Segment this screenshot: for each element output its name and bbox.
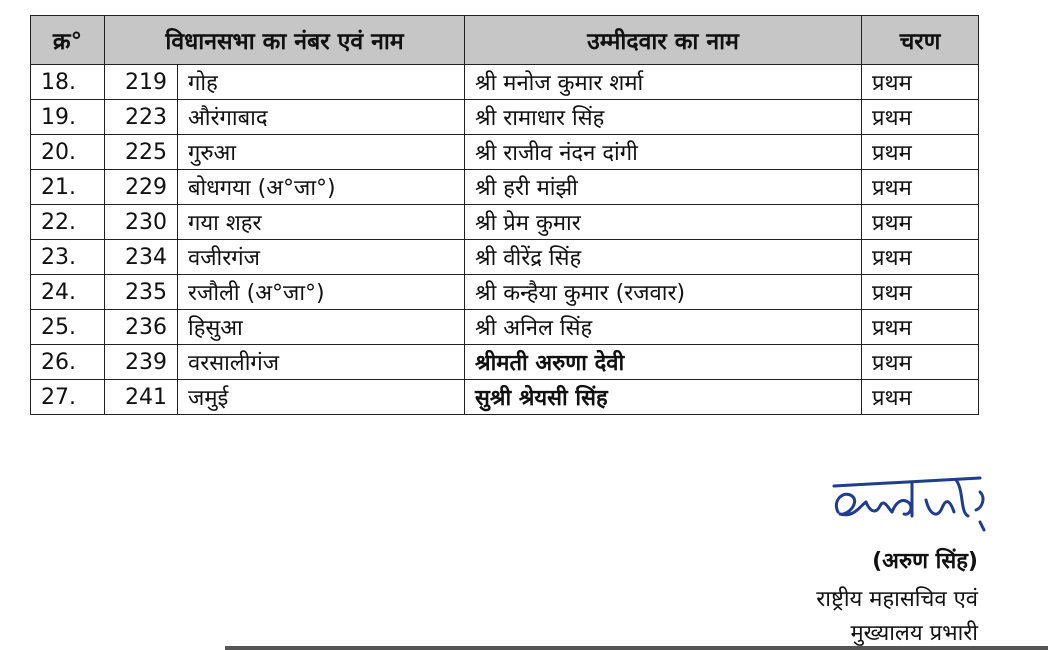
table-row [31, 65, 979, 100]
header-constituency: विधानसभा का नंबर एवं नाम [105, 16, 465, 65]
row-serial: 27. [31, 380, 105, 415]
row-serial: 20. [31, 135, 105, 170]
row-serial: 22. [31, 205, 105, 240]
candidate-list-table [30, 15, 979, 415]
row-constituency-number: 219 [105, 65, 178, 100]
row-constituency-number: 230 [105, 205, 178, 240]
row-candidate-name: श्री मनोज कुमार शर्मा [465, 65, 862, 100]
row-candidate-name: श्री हरी मांझी [465, 170, 862, 205]
row-phase: प्रथम [862, 205, 979, 240]
row-candidate-name: सुश्री श्रेयसी सिंह [465, 380, 862, 415]
row-serial: 25. [31, 310, 105, 345]
row-serial: 23. [31, 240, 105, 275]
row-candidate-name: श्रीमती अरुणा देवी [465, 345, 862, 380]
header-phase: चरण [862, 16, 979, 65]
row-candidate-name: श्री रामाधार सिंह [465, 100, 862, 135]
row-candidate-name: श्री राजीव नंदन दांगी [465, 135, 862, 170]
row-constituency-name: वजीरगंज [178, 240, 465, 275]
header-candidate: उम्मीदवार का नाम [465, 16, 862, 65]
table-row [31, 135, 979, 170]
signer-title-line2: मुख्यालय प्रभारी [850, 621, 978, 646]
row-candidate-name: श्री कन्हैया कुमार (रजवार) [465, 275, 862, 310]
row-constituency-number: 239 [105, 345, 178, 380]
signer-title-line1: राष्ट्रीय महासचिव एवं [816, 587, 978, 612]
table-row [31, 310, 979, 345]
table-body [31, 65, 979, 415]
row-constituency-name: औरंगाबाद [178, 100, 465, 135]
row-serial: 21. [31, 170, 105, 205]
row-phase: प्रथम [862, 275, 979, 310]
row-constituency-number: 223 [105, 100, 178, 135]
table-row [31, 345, 979, 380]
row-phase: प्रथम [862, 345, 979, 380]
row-phase: प्रथम [862, 65, 979, 100]
table-row [31, 205, 979, 240]
row-serial: 24. [31, 275, 105, 310]
bottom-divider [225, 646, 1048, 650]
row-constituency-number: 241 [105, 380, 178, 415]
row-constituency-name: गुरुआ [178, 135, 465, 170]
row-candidate-name: श्री अनिल सिंह [465, 310, 862, 345]
row-phase: प्रथम [862, 380, 979, 415]
row-phase: प्रथम [862, 100, 979, 135]
row-candidate-name: श्री प्रेम कुमार [465, 205, 862, 240]
table-row [31, 380, 979, 415]
row-serial: 26. [31, 345, 105, 380]
header-serial: क्र° [31, 16, 105, 65]
row-constituency-name: वरसालीगंज [178, 345, 465, 380]
row-constituency-number: 234 [105, 240, 178, 275]
row-phase: प्रथम [862, 240, 979, 275]
signer-name: (अरुण सिंह) [872, 549, 978, 574]
row-serial: 19. [31, 100, 105, 135]
row-constituency-number: 236 [105, 310, 178, 345]
row-constituency-name: जमुई [178, 380, 465, 415]
table-row [31, 100, 979, 135]
row-candidate-name: श्री वीरेंद्र सिंह [465, 240, 862, 275]
row-phase: प्रथम [862, 135, 979, 170]
table-row [31, 170, 979, 205]
row-constituency-number: 229 [105, 170, 178, 205]
row-constituency-name: रजौली (अ°जा°) [178, 275, 465, 310]
table-row [31, 275, 979, 310]
row-constituency-number: 225 [105, 135, 178, 170]
row-phase: प्रथम [862, 170, 979, 205]
row-phase: प्रथम [862, 310, 979, 345]
row-constituency-name: बोधगया (अ°जा°) [178, 170, 465, 205]
row-constituency-name: हिसुआ [178, 310, 465, 345]
row-constituency-name: गया शहर [178, 205, 465, 240]
signature-image [830, 472, 1000, 542]
row-constituency-number: 235 [105, 275, 178, 310]
table-row [31, 240, 979, 275]
row-constituency-name: गोह [178, 65, 465, 100]
row-serial: 18. [31, 65, 105, 100]
table-header-row [31, 16, 979, 65]
